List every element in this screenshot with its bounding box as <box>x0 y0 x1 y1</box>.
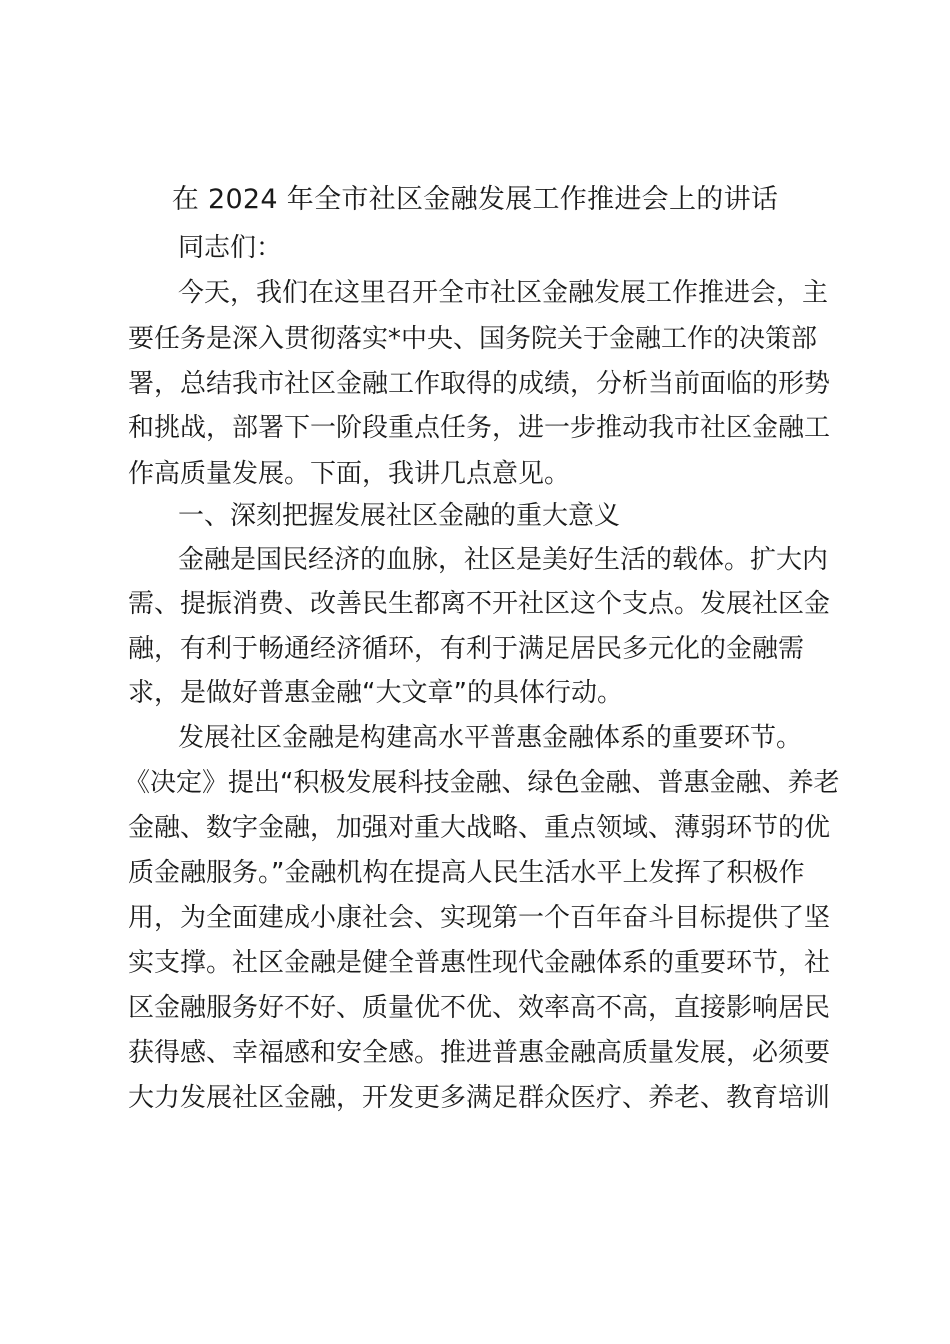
paragraph-line: 质金融服务。”金融机构在提高人民生活水平上发挥了积极作 <box>128 858 805 888</box>
paragraph-line: 《决定》提出“积极发展科技金融、绿色金融、普惠金融、养老 <box>124 768 840 798</box>
paragraph-line: 需、提振消费、改善民生都离不开社区这个支点。发展社区金 <box>128 589 831 619</box>
paragraph-line: 作高质量发展。下面，我讲几点意见。 <box>128 459 571 489</box>
paragraph-line: 今天，我们在这里召开全市社区金融发展工作推进会，主 <box>178 278 829 308</box>
paragraph-line: 发展社区金融是构建高水平普惠金融体系的重要环节。 <box>178 723 803 753</box>
paragraph-line: 金融是国民经济的血脉，社区是美好生活的载体。扩大内 <box>178 545 829 575</box>
paragraph-line: 署，总结我市社区金融工作取得的成绩，分析当前面临的形势 <box>128 369 831 399</box>
document-title: 在 2024 年全市社区金融发展工作推进会上的讲话 <box>171 184 779 215</box>
paragraph-line: 要任务是深入贯彻落实*中央、国务院关于金融工作的决策部 <box>128 324 818 354</box>
paragraph-line: 金融、数字金融，加强对重大战略、重点领域、薄弱环节的优 <box>128 813 831 843</box>
paragraph-line: 实支撑。社区金融是健全普惠性现代金融体系的重要环节，社 <box>128 948 831 978</box>
paragraph-line: 融，有利于畅通经济循环，有利于满足居民多元化的金融需 <box>128 634 805 664</box>
paragraph-line: 用，为全面建成小康社会、实现第一个百年奋斗目标提供了坚 <box>128 903 831 933</box>
section-heading: 一、深刻把握发展社区金融的重大意义 <box>178 501 621 531</box>
paragraph-line: 和挑战，部署下一阶段重点任务，进一步推动我市社区金融工 <box>128 413 831 443</box>
paragraph-line: 区金融服务好不好、质量优不优、效率高不高，直接影响居民 <box>128 993 831 1023</box>
salutation: 同志们： <box>178 233 283 263</box>
paragraph-line: 求，是做好普惠金融“大文章”的具体行动。 <box>128 678 623 708</box>
paragraph-line: 获得感、幸福感和安全感。推进普惠金融高质量发展，必须要 <box>128 1038 831 1068</box>
paragraph-line: 大力发展社区金融，开发更多满足群众医疗、养老、教育培训 <box>128 1083 831 1113</box>
